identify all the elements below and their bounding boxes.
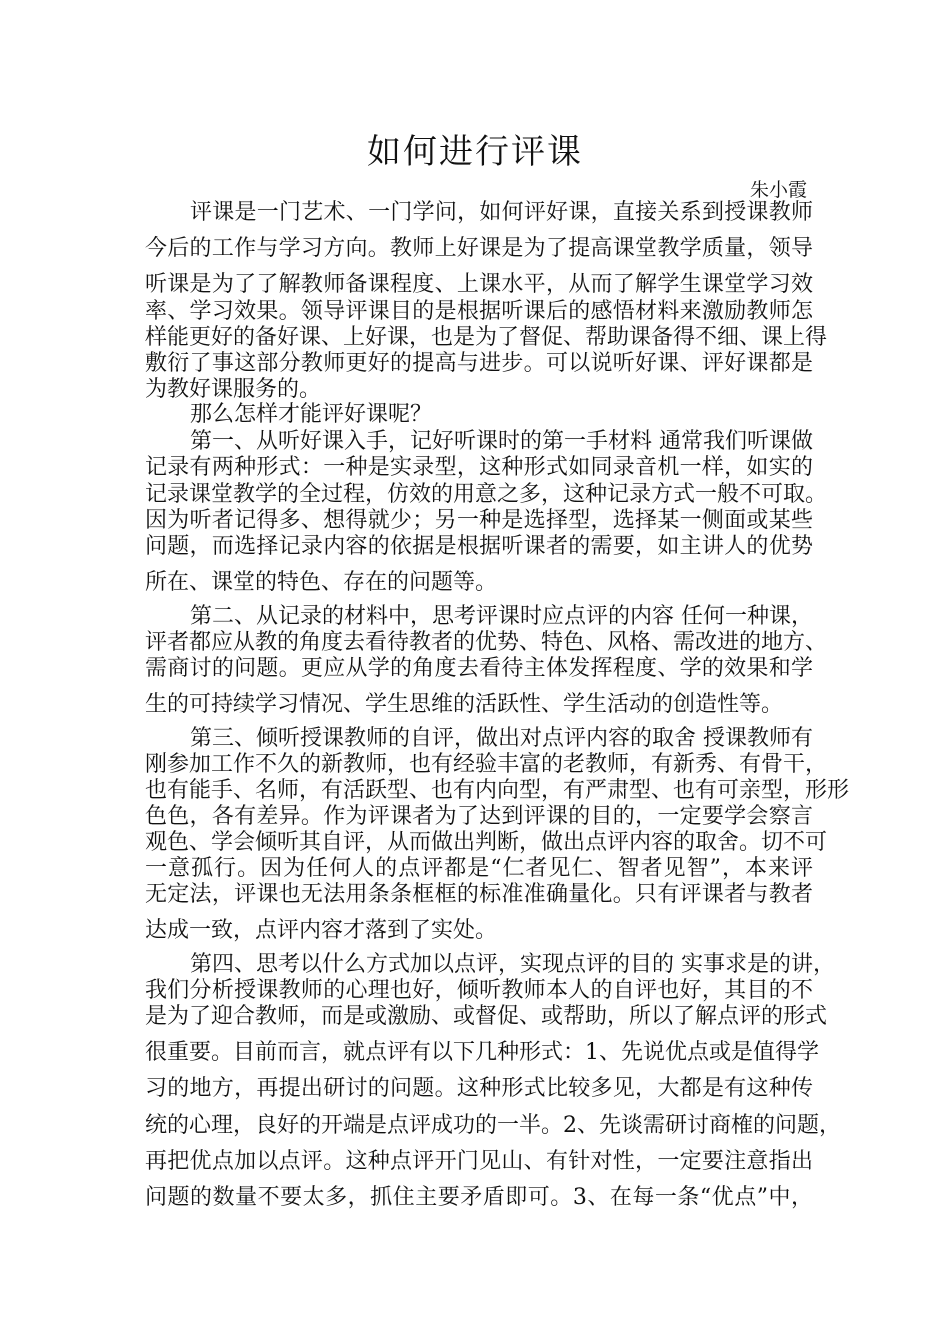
text-line: 因为听者记得多、想得就少；另一种是选择型，选择某一侧面或某些: [145, 508, 813, 533]
text-line: 问题的数量不要太多，抓住主要矛盾即可。3、在每一条“优点”中，: [145, 1185, 813, 1210]
text-line: 再把优点加以点评。这种点评开门见山、有针对性，一定要注意指出: [145, 1149, 813, 1174]
text-line: 习的地方，再提出研讨的问题。这种形式比较多见，大都是有这种传: [145, 1076, 813, 1101]
text-line: 率、学习效果。领导评课目的是根据听课后的感悟材料来激励教师怎: [145, 299, 813, 324]
text-line: 第一、从听好课入手，记好听课时的第一手材料 通常我们听课做: [190, 429, 813, 454]
text-line: 刚参加工作不久的新教师，也有经验丰富的老教师，有新秀、有骨干，: [145, 752, 828, 777]
text-line: 观色、学会倾听其自评，从而做出判断，做出点评内容的取舍。切不可: [145, 830, 828, 855]
text-line: 敷衍了事这部分教师更好的提高与进步。可以说听好课、评好课都是: [145, 351, 813, 376]
text-line: 评课是一门艺术、一门学问，如何评好课，直接关系到授课教师: [190, 200, 813, 225]
text-line: 第二、从记录的材料中，思考评课时应点评的内容 任何一种课，: [190, 604, 813, 629]
text-line: 需商讨的问题。更应从学的角度去看待主体发挥程度、学的效果和学: [145, 656, 813, 681]
text-line: 很重要。目前而言，就点评有以下几种形式：1、先说优点或是值得学: [145, 1040, 819, 1065]
text-line: 也有能手、名师，有活跃型、也有内向型，有严肃型、也有可亲型，形形: [145, 778, 850, 803]
text-line: 我们分析授课教师的心理也好，倾听教师本人的自评也好，其目的不: [145, 978, 813, 1003]
text-line: 无定法，评课也无法用条条框框的标准准确量化。只有评课者与教者: [145, 882, 813, 907]
text-line: 那么怎样才能评好课呢？: [190, 402, 433, 427]
text-line: 评者都应从教的角度去看待教者的优势、特色、风格、需改进的地方、: [145, 630, 828, 655]
text-line: 第四、思考以什么方式加以点评，实现点评的目的 实事求是的讲，: [190, 952, 835, 977]
text-line: 第三、倾听授课教师的自评，做出对点评内容的取舍 授课教师有: [190, 726, 813, 751]
text-line: 所在、课堂的特色、存在的问题等。: [145, 570, 498, 595]
text-line: 色色，各有差异。作为评课者为了达到评课的目的，一定要学会察言: [145, 804, 813, 829]
text-line: 听课是为了了解教师备课程度、上课水平，从而了解学生课堂学习效: [145, 272, 813, 297]
text-line: 为教好课服务的。: [145, 377, 322, 402]
text-line: 样能更好的备好课、上好课，也是为了督促、帮助课备得不细、课上得: [145, 325, 828, 350]
text-line: 生的可持续学习情况、学生思维的活跃性、学生活动的创造性等。: [145, 692, 784, 717]
document-title: 如何进行评课: [367, 132, 583, 172]
text-line: 是为了迎合教师，而是或激励、或督促、或帮助，所以了解点评的形式: [145, 1004, 828, 1029]
text-line: 达成一致，点评内容才落到了实处。: [145, 918, 498, 943]
author-name: 朱小霞: [749, 179, 807, 201]
text-line: 问题，而选择记录内容的依据是根据听课者的需要，如主讲人的优势: [145, 534, 813, 559]
text-line: 记录课堂教学的全过程，仿效的用意之多，这种记录方式一般不可取。: [145, 482, 828, 507]
text-line: 记录有两种形式：一种是实录型，这种形式如同录音机一样，如实的: [145, 455, 813, 480]
text-line: 今后的工作与学习方向。教师上好课是为了提高课堂教学质量，领导: [145, 236, 813, 261]
text-line: 统的心理，良好的开端是点评成功的一半。2、先谈需研讨商榷的问题，: [145, 1113, 841, 1138]
text-line: 一意孤行。因为任何人的点评都是“仁者见仁、智者见智”，本来评: [145, 856, 813, 881]
